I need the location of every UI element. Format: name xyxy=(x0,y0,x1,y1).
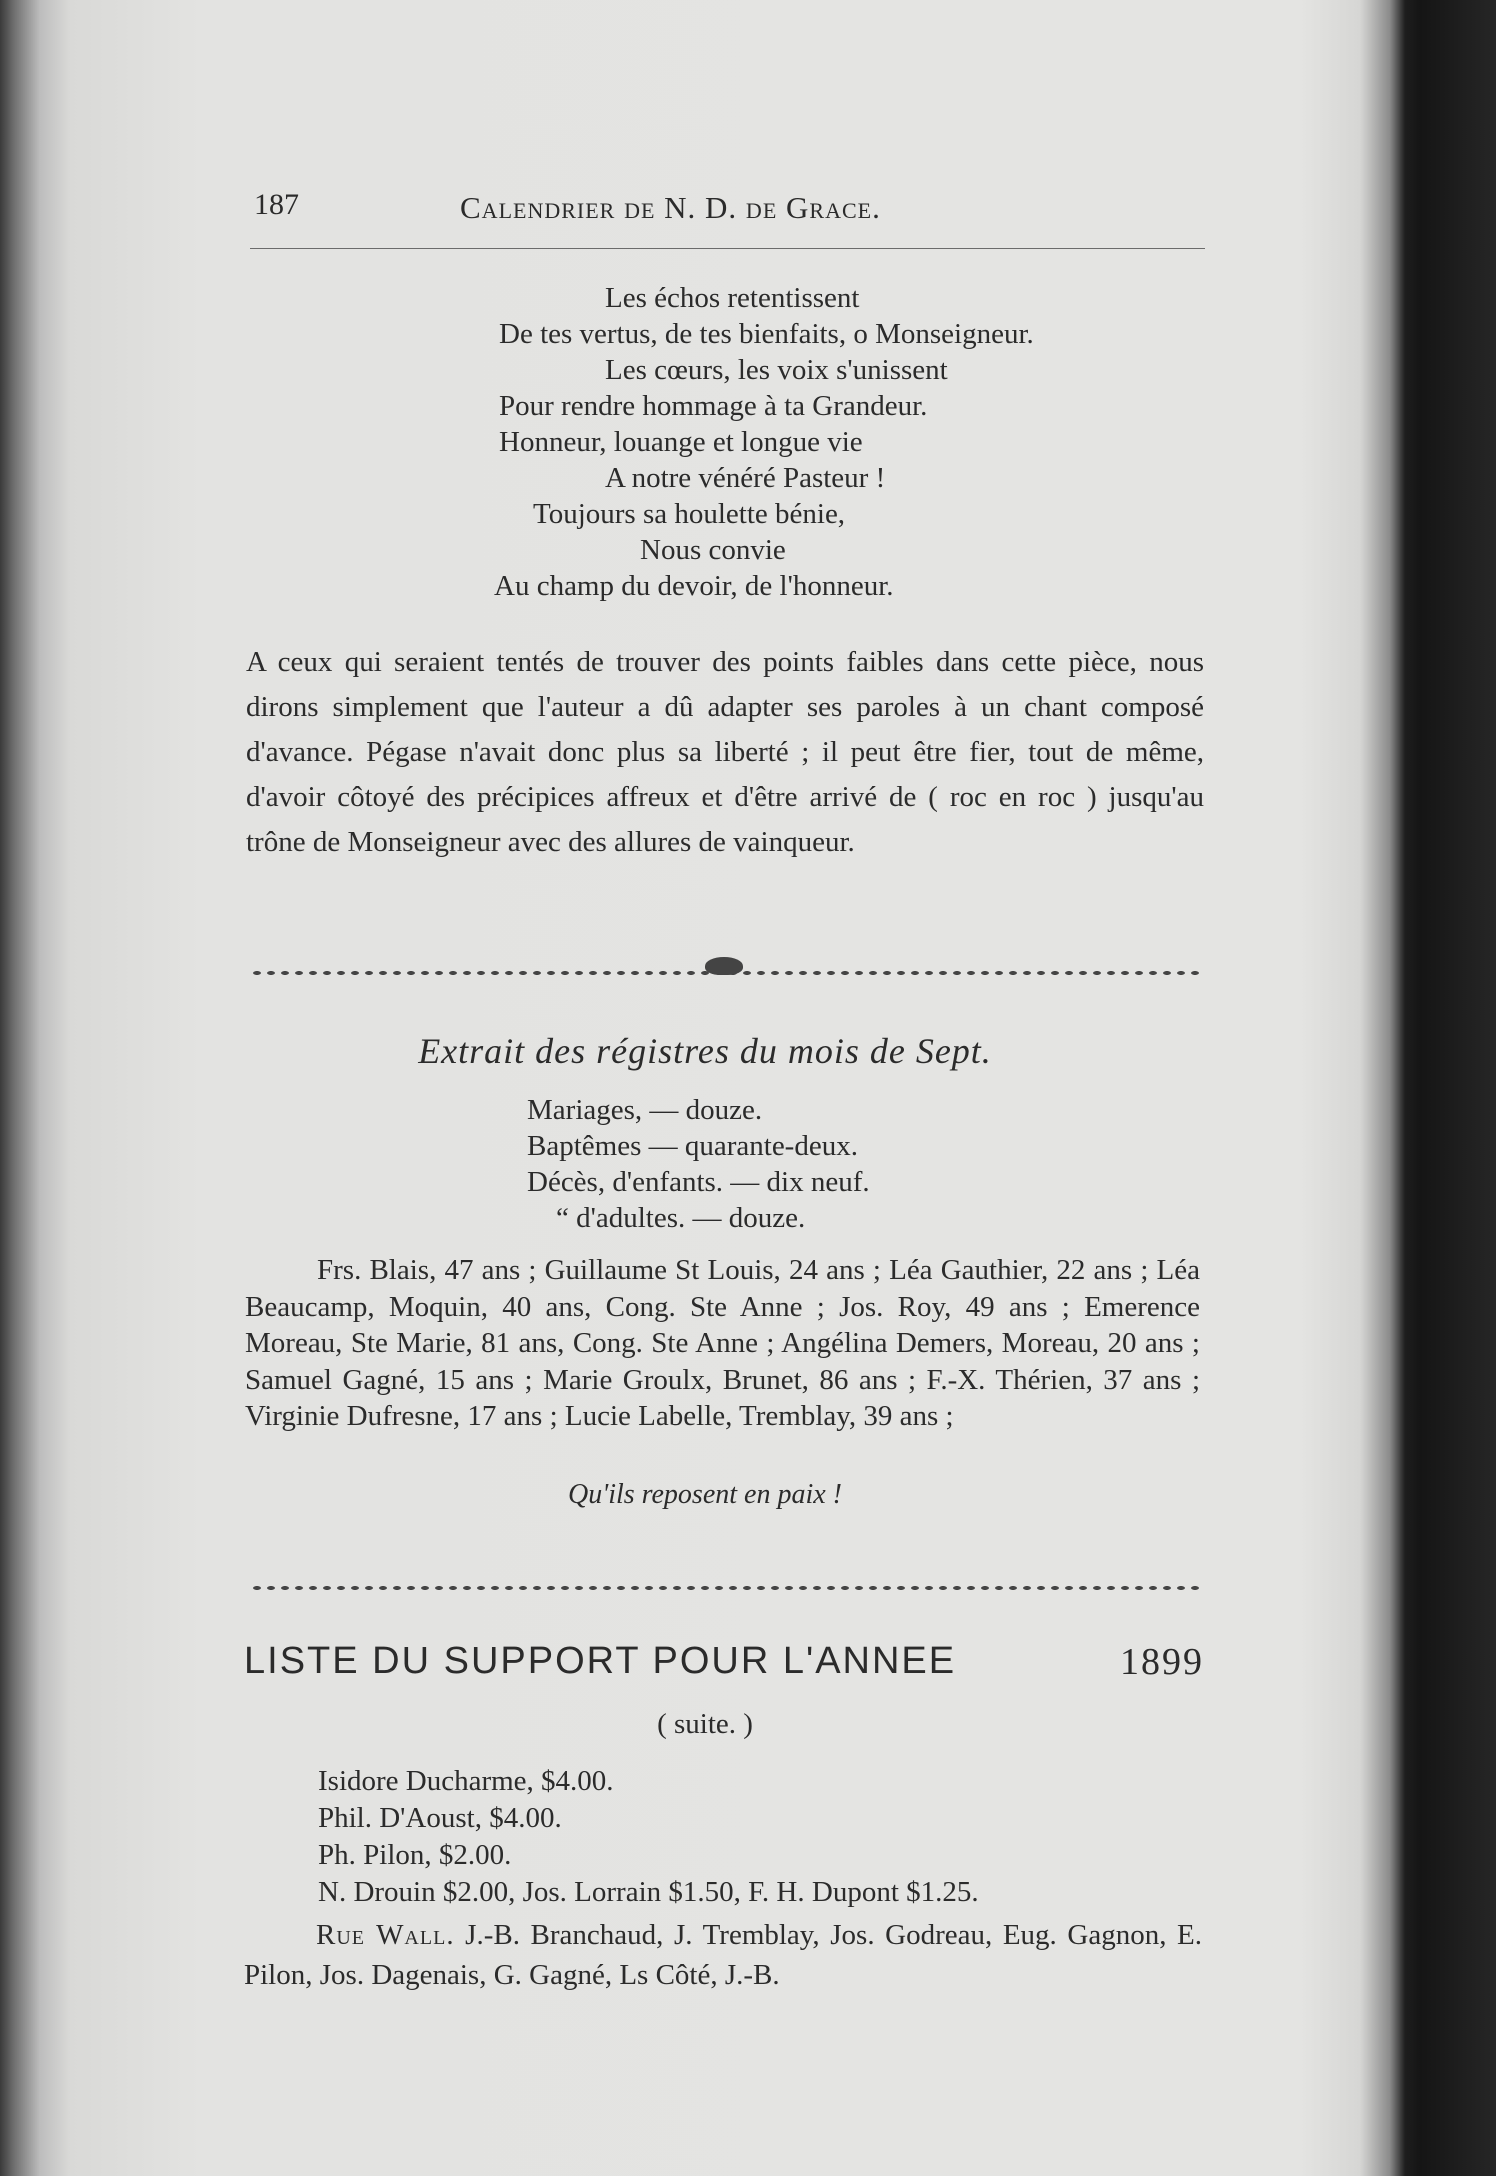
poem-line: Au champ du devoir, de l'honneur. xyxy=(494,570,894,602)
registry-title: Extrait des régistres du mois de Sept. xyxy=(418,1031,992,1071)
poem-line: Toujours sa houlette bénie, xyxy=(533,498,846,530)
donor-line: Isidore Ducharme, $4.00. xyxy=(318,1765,614,1797)
support-year: 1899 xyxy=(1120,1641,1204,1683)
stat-line: Décès, d'enfants. — dix neuf. xyxy=(527,1166,870,1198)
donor-line: Phil. D'Aoust, $4.00. xyxy=(318,1802,562,1834)
poem-line: Honneur, louange et longue vie xyxy=(499,426,863,458)
commentary-paragraph: A ceux qui seraient tentés de trouver des points faibles dans cette pièce, nous dirons simplement que l'auteur a dû adapter ses paroles à un chant composé d'avance. Pégase n'avait donc plus sa liberté ; il peut être fier, tout de même, d'avoir côtoyé des précipices affreux et d'être arrivé de ( roc en roc ) jusqu'au trône de Monseigneur avec des allures de vainqueur. xyxy=(246,646,1204,858)
stat-line: Mariages, — douze. xyxy=(527,1094,763,1126)
poem-line: Les échos retentissent xyxy=(605,282,860,314)
poem-line: Pour rendre hommage à ta Grandeur. xyxy=(499,390,928,422)
support-list-title xyxy=(244,1640,1204,1683)
ornamental-divider xyxy=(250,1578,1200,1598)
poem-line: Nous convie xyxy=(640,534,786,566)
running-title: Calendrier de N. D. de Grace. xyxy=(460,190,881,225)
deaths-list: Frs. Blais, 47 ans ; Guillaume St Louis, 24 ans ; Léa Gauthier, 22 ans ; Léa Beaucamp, Moquin, 40 ans, Cong. Ste Anne ; Jos. Roy, 49 ans ; Emerence Moreau, Ste Marie, 81 ans, Cong. Ste Anne ; Angélina Demers, Moreau, 20 ans ; Samuel Gagné, 15 ans ; Marie Groulx, Brunet, 86 ans ; F.-X. Thérien, 37 ans ; Virginie Dufresne, 17 ans ; Lucie Labelle, Tremblay, 39 ans ; xyxy=(245,1254,1200,1432)
street-donors-paragraph xyxy=(244,1915,1202,1995)
poem-line: A notre vénéré Pasteur ! xyxy=(605,462,886,494)
street-donor-names: J.-B. Branchaud, J. Tremblay, Jos. Godreau, Eug. Gagnon, E. Pilon, Jos. Dagenais, G. Gagné, Ls Côté, J.-B. xyxy=(244,1919,1203,1991)
stat-line: “ d'adultes. — douze. xyxy=(556,1202,806,1234)
donor-line: Ph. Pilon, $2.00. xyxy=(318,1839,512,1871)
ornament-center-mark xyxy=(705,957,743,975)
ornamental-divider xyxy=(250,963,1200,983)
support-subtitle: ( suite. ) xyxy=(657,1708,753,1740)
page-header xyxy=(250,178,1205,249)
poem-line: De tes vertus, de tes bienfaits, o Monseigneur. xyxy=(499,318,1034,350)
poem-line: Les cœurs, les voix s'unissent xyxy=(605,354,948,386)
donor-list xyxy=(318,1763,979,1911)
page-number: 187 xyxy=(254,188,299,221)
stat-line: Baptêmes — quarante-deux. xyxy=(527,1130,858,1162)
street-label: Rue Wall. xyxy=(316,1919,455,1951)
prayer-line: Qu'ils reposent en paix ! xyxy=(567,1479,842,1510)
donor-line: N. Drouin $2.00, Jos. Lorrain $1.50, F. H. Dupont $1.25. xyxy=(318,1876,979,1908)
support-title-text: LISTE DU SUPPORT POUR L'ANNEE xyxy=(244,1640,957,1682)
